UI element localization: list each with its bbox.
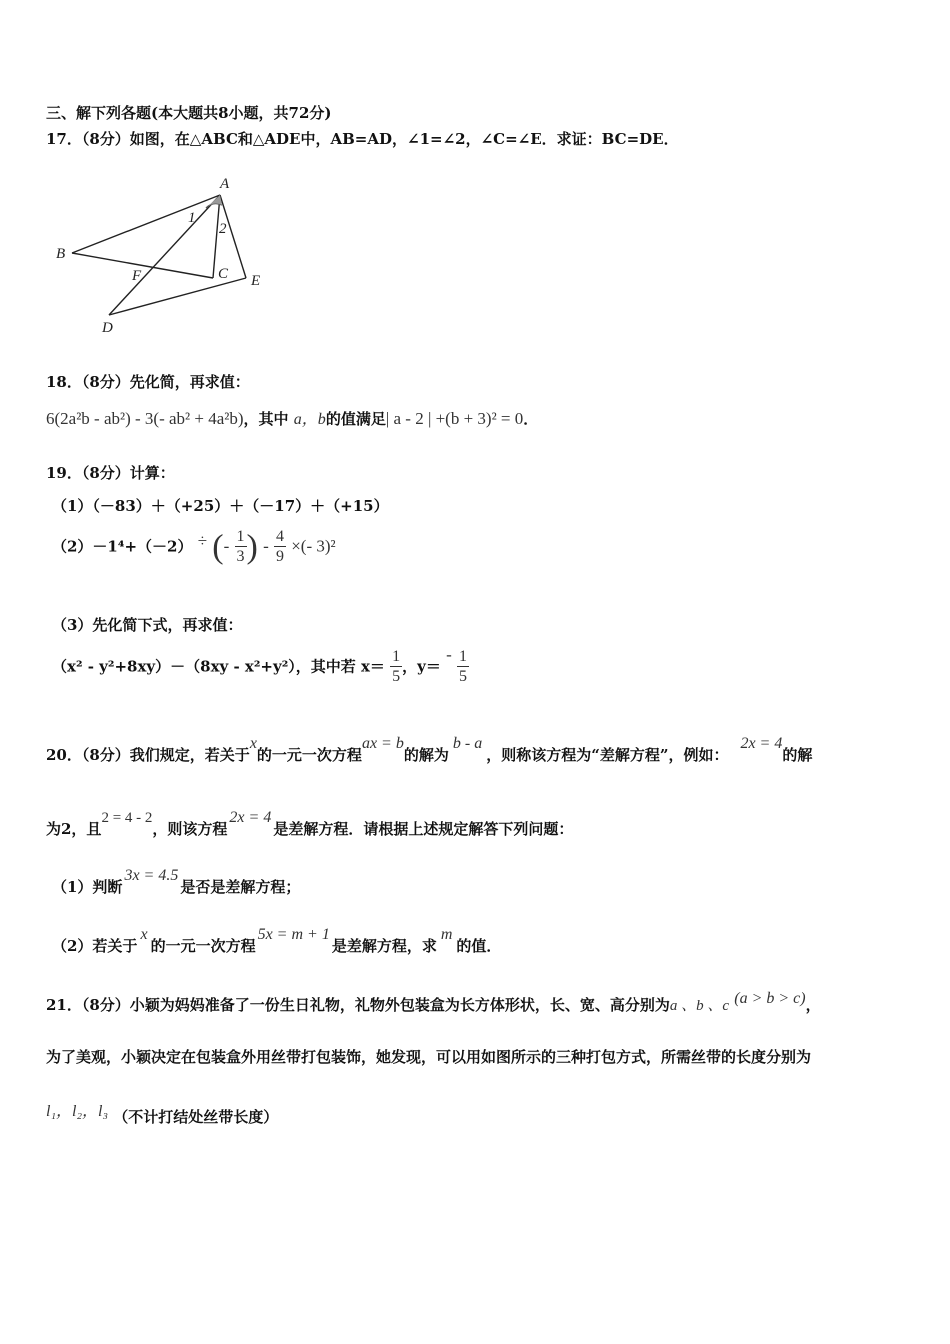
- q21-note: （不计打结处丝带长度）: [113, 1108, 279, 1126]
- q20-eq-2x4: 2x = 4: [229, 809, 272, 826]
- q20-eq-ax-b: ax = b: [361, 735, 404, 752]
- q19-part2-tail: ×(- 3)²: [291, 536, 336, 556]
- q21-dims: a 、b 、c: [669, 998, 729, 1014]
- q18-mid: ，其中: [243, 410, 289, 428]
- q18-end: ．: [523, 410, 539, 428]
- q19-fraction-1-3: $\frac{1}{3}$: [236, 528, 245, 565]
- q18-body: [46, 406, 538, 429]
- q20-part1: （1）判断3x = 4.5是否是差解方程；: [52, 867, 301, 896]
- q19-fraction-4-9: $\frac{4}{9}$: [275, 528, 284, 565]
- q21-condition: (a > b > c): [734, 990, 806, 1007]
- q19-part3-title: （3）先化简下式，再求值：: [52, 616, 243, 634]
- q18-title: 18．（8分）先化简，再求值：: [46, 373, 250, 391]
- q19-x-value: $\frac{1}{5}$: [392, 648, 401, 685]
- label-e: E: [251, 273, 261, 289]
- q19-part2-minus: -: [223, 536, 230, 556]
- label-angle-1: 1: [188, 210, 196, 226]
- q19-title: 19．（8分）计算：: [46, 464, 175, 482]
- q18-condition: | a - 2 | +(b + 3)² = 0: [385, 409, 524, 428]
- q18-vars: a，b: [293, 411, 326, 428]
- q19-y-sign: -: [446, 644, 452, 664]
- q18-cond-label: 的值满足: [325, 410, 386, 428]
- q20-var-x: x: [249, 735, 257, 752]
- q20-eq-check: 2 = 4 - 2: [101, 810, 153, 826]
- q19-part2-div: ÷: [197, 530, 208, 550]
- q19-part2-prefix: （2）－1⁴+（－2）: [52, 537, 193, 556]
- q19-y-label: ，y＝: [402, 657, 441, 676]
- q21-line1: 21．（8分）小颖为妈妈准备了一份生日礼物，礼物外包装盒为长方体形状，长、宽、高分别为a 、b 、c (a > b > c)，: [46, 990, 821, 1014]
- q20-line1: 20．（8分）我们规定，若关于x的一元一次方程ax = b的解为b - a，则称该方程为“差解方程”，例如：2x = 4的解: [46, 735, 813, 764]
- label-d: D: [102, 320, 113, 336]
- q19-part3: [52, 644, 469, 687]
- q21-line3: [46, 1104, 278, 1127]
- q21-lengths: l₁，l₂，l₃: [46, 1103, 109, 1120]
- q20-part2-var: x: [140, 926, 148, 943]
- label-f: F: [132, 268, 142, 284]
- label-a: A: [220, 176, 230, 192]
- q19-part2-sep: -: [263, 536, 269, 556]
- q20-line2: 为2，且2 = 4 - 2，则该方程2x = 4是差解方程．请根据上述规定解答下列问题：: [46, 809, 574, 838]
- q21-line2: 为了美观，小颖决定在包装盒外用丝带打包装饰，她发现，可以用如图所示的三种打包方式，所需丝带的长度分别为: [46, 1048, 812, 1066]
- label-b: B: [56, 246, 66, 262]
- q18-expression: 6(2a²b - ab²) - 3(- ab² + 4a²b): [46, 409, 244, 428]
- label-c: C: [218, 266, 229, 282]
- q20-eq-5x: 5x = m + 1: [257, 926, 330, 943]
- q19-part3-expr: （x² - y²+8xy）－（8xy - x²+y²），其中若 x＝: [52, 657, 385, 676]
- q20-eq-3x: 3x = 4.5: [124, 867, 179, 884]
- q19-y-value: $\frac{1}{5}$: [459, 648, 468, 685]
- q20-solution: b - a: [452, 735, 483, 752]
- q20-part2: （2）若关于x的一元一次方程5x = m + 1是差解方程，求m的值．: [52, 926, 502, 955]
- q17-text: 17．（8分）如图，在△ABC和△ADE中，AB=AD，∠1=∠2，∠C=∠E．求证：BC=DE．: [46, 130, 679, 148]
- q20-var-m: m: [440, 926, 453, 943]
- q20-example-eq: 2x = 4: [740, 735, 783, 752]
- section-title: 三、解下列各题(本大题共8小题，共72分): [46, 104, 332, 122]
- q19-part2: （2）－1⁴+（－2） ÷ (- $\frac{1}{3}$ ) - $\frac{4}{9}$ ×(- 3)²: [52, 528, 336, 566]
- q19-part1: （1）（－83）＋（+25）＋（－17）＋（+15）: [52, 497, 389, 515]
- geometry-figure: [50, 168, 280, 343]
- label-angle-2: 2: [219, 221, 227, 237]
